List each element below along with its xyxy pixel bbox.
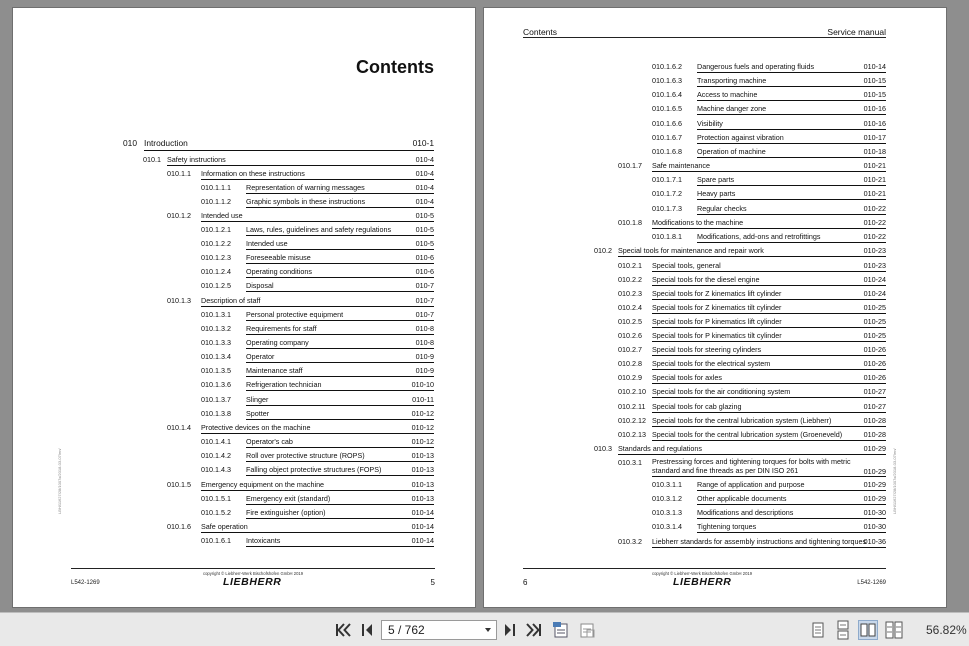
toc-entry[interactable] — [201, 363, 434, 377]
toc-entry-number: 010.1.5 — [167, 480, 191, 489]
toc-entry[interactable] — [618, 413, 886, 427]
toc-entry[interactable] — [201, 335, 434, 349]
toc-entry-title: Special tools for the central lubrication system (Liebherr) — [652, 416, 832, 425]
toc-entry-number: 010.1.6.6 — [652, 119, 682, 128]
two-page-continuous-view-icon[interactable] — [884, 620, 904, 640]
toc-entry-page: 010-6 — [415, 253, 434, 262]
toc-entry-number: 010.1.6.7 — [652, 133, 682, 142]
toc-entry-page: 010-13 — [411, 480, 434, 489]
next-page-icon[interactable] — [500, 620, 520, 640]
toc-entry[interactable] — [618, 342, 886, 356]
toc-entry-page: 010-14 — [411, 536, 434, 545]
toc-entry-title: Fire extinguisher (option) — [246, 508, 326, 517]
toc-entry-title: Safe maintenance — [652, 161, 710, 170]
toc-entry[interactable] — [618, 427, 886, 441]
toc-entry-number: 010.1.7 — [618, 161, 642, 170]
toc-entry-title: Introduction — [144, 138, 188, 148]
toc-entry-title: Refrigeration technician — [246, 380, 322, 389]
toc-entry-page: 010-10 — [411, 380, 434, 389]
toc-entry-page: 010-22 — [863, 232, 886, 241]
toc-entry-number: 010.1.3.1 — [201, 310, 231, 319]
footer-copyright: copyright © Liebherr-Werk Bischofshofen GmbH 2019 — [203, 571, 304, 576]
chevron-down-icon[interactable] — [485, 628, 491, 632]
toc-entry-title: Graphic symbols in these instructions — [246, 197, 366, 206]
toc-entry-page: 010-8 — [415, 338, 434, 347]
toc-entry-title: Roll over protective structure (ROPS) — [246, 451, 365, 460]
toc-entry-page: 010-22 — [863, 204, 886, 213]
footer-rule — [71, 568, 435, 569]
toc-entry-title: Special tools for the air conditioning system — [652, 387, 791, 396]
toc-entry-number: 010.2.10 — [618, 387, 646, 396]
liebherr-logo: LIEBHERR — [673, 576, 732, 588]
toc-entry-number: 010.1.6.2 — [652, 62, 682, 71]
toc-entry-number: 010.2.5 — [618, 317, 642, 326]
toc-entry-title: Access to machine — [697, 90, 758, 99]
toc-entry-number: 010.1.7.3 — [652, 204, 682, 213]
toc-entry[interactable] — [618, 286, 886, 300]
toc-entry-title: Operator's cab — [246, 437, 293, 446]
toc-entry-rule — [246, 291, 434, 292]
toc-entry-title: Requirements for staff — [246, 324, 317, 333]
toc-entry-number: 010.1.3.4 — [201, 352, 231, 361]
toc-entry[interactable] — [201, 194, 434, 208]
toc-entry[interactable] — [618, 455, 886, 477]
toc-entry[interactable] — [618, 314, 886, 328]
toc-entry-title: Range of application and purpose — [697, 480, 805, 489]
toc-entry[interactable] — [652, 519, 886, 533]
toc-entry-page: 010-23 — [863, 246, 886, 255]
toc-entry-page: 010-13 — [411, 494, 434, 503]
toc-entry-page: 010-9 — [415, 366, 434, 375]
toc-entry-page: 010-28 — [863, 430, 886, 439]
toc-entry-number: 010.3.1.3 — [652, 508, 682, 517]
toc-entry[interactable] — [618, 258, 886, 272]
fit-width-icon[interactable] — [577, 620, 597, 640]
toc-entry[interactable] — [652, 130, 886, 144]
toc-entry-page: 010-14 — [411, 522, 434, 531]
toc-entry[interactable] — [652, 59, 886, 73]
toc-entry-number: 010.1 — [143, 155, 161, 164]
toc-entry-title: Laws, rules, guidelines and safety regulations — [246, 225, 392, 234]
page-indicator-text: 5 / 762 — [388, 623, 425, 637]
toc-entry[interactable] — [201, 264, 434, 278]
toc-entry[interactable] — [618, 158, 886, 172]
toc-entry-title: Operation of machine — [697, 147, 766, 156]
toc-entry[interactable] — [618, 534, 886, 548]
toc-entry-number: 010.1.2.1 — [201, 225, 231, 234]
toc-entry-number: 010.1.6 — [167, 522, 191, 531]
toc-entry-title: Special tools for cab glazing — [652, 402, 742, 411]
toc-entry-number: 010.1.1.1 — [201, 183, 231, 192]
toc-entry[interactable] — [143, 152, 434, 166]
toc-entry-number: 010.1.5.1 — [201, 494, 231, 503]
toc-entry-page: 010-7 — [415, 310, 434, 319]
toc-entry-title: Disposal — [246, 281, 274, 290]
toc-entry[interactable] — [167, 166, 434, 180]
toc-entry[interactable] — [652, 101, 886, 115]
toc-entry-page: 010-30 — [863, 522, 886, 531]
toc-entry-rule — [697, 532, 886, 533]
toc-entry-title: Special tools for P kinematics tilt cylinder — [652, 331, 782, 340]
toc-entry-number: 010.1.6.4 — [652, 90, 682, 99]
toc-entry-number: 010.1.3.2 — [201, 324, 231, 333]
toc-entry-title: Prestressing forces and tightening torques for bolts with metric standard and fine threads as per DIN ISO 261 — [652, 457, 851, 475]
toc-entry[interactable] — [652, 201, 886, 215]
toc-entry-title: Special tools for steering cylinders — [652, 345, 762, 354]
toc-entry-title: Special tools for the central lubrication system (Groeneveld) — [652, 430, 843, 439]
document-page-left — [12, 7, 476, 608]
toc-entry-title: Safety instructions — [167, 155, 226, 164]
toc-entry-page: 010-15 — [863, 90, 886, 99]
toc-entry[interactable] — [201, 434, 434, 448]
toc-entry-title: Modifications to the machine — [652, 218, 744, 227]
toc-entry-page: 010-4 — [415, 169, 434, 178]
toc-entry-title: Standards and regulations — [618, 444, 702, 453]
toc-entry[interactable] — [618, 356, 886, 370]
toc-entry-title: Protection against vibration — [697, 133, 784, 142]
toc-entry[interactable] — [201, 180, 434, 194]
toc-entry-rule — [618, 256, 886, 257]
toc-entry-title: Regular checks — [697, 204, 747, 213]
toc-entry-number: 010.1.4 — [167, 423, 191, 432]
toc-entry-number: 010.1.2.2 — [201, 239, 231, 248]
toc-entry[interactable] — [201, 392, 434, 406]
toc-entry-number: 010.1.3.5 — [201, 366, 231, 375]
last-page-icon[interactable] — [524, 620, 544, 640]
toc-entry-title: Personal protective equipment — [246, 310, 344, 319]
toc-entry-page: 010-21 — [863, 189, 886, 198]
toc-entry-number: 010.1.3.8 — [201, 409, 231, 418]
toc-entry-page: 010-22 — [863, 218, 886, 227]
toc-entry-page: 010-23 — [863, 261, 886, 270]
toc-entry-title: Operating company — [246, 338, 309, 347]
toc-entry-page: 010-11 — [412, 395, 434, 404]
toc-entry-page: 010-27 — [863, 387, 886, 396]
toc-entry-title: Machine danger zone — [697, 104, 767, 113]
toc-entry-title: Visibility — [697, 119, 723, 128]
toc-entry-number: 010.2.13 — [618, 430, 646, 439]
toc-entry-page: 010-29 — [863, 444, 886, 453]
toc-entry-title: Dangerous fuels and operating fluids — [697, 62, 815, 71]
toc-entry[interactable] — [652, 505, 886, 519]
toc-entry[interactable] — [201, 222, 434, 236]
toc-entry-page: 010-24 — [863, 289, 886, 298]
toc-entry[interactable] — [594, 441, 886, 455]
toc-entry-title: Special tools for Z kinematics lift cylinder — [652, 289, 782, 298]
toc-entry-page: 010-36 — [863, 537, 886, 546]
toc-entry-rule — [144, 150, 434, 151]
toc-entry[interactable] — [201, 321, 434, 335]
toc-entry[interactable] — [652, 87, 886, 101]
toc-entry[interactable] — [652, 477, 886, 491]
toc-entry[interactable] — [201, 349, 434, 363]
toc-entry-title: Foreseeable misuse — [246, 253, 311, 262]
toc-entry-title: Special tools for the electrical system — [652, 359, 771, 368]
toc-entry-title: Description of staff — [201, 296, 261, 305]
toc-entry[interactable] — [652, 144, 886, 158]
toc-entry-title: Special tools for the diesel engine — [652, 275, 760, 284]
toc-entry-page: 010-9 — [415, 352, 434, 361]
toc-entry-number: 010.1.2.3 — [201, 253, 231, 262]
toc-entry-page: 010-21 — [863, 161, 886, 170]
toc-entry-page: 010-21 — [863, 175, 886, 184]
toc-entry-title: Modifications and descriptions — [697, 508, 794, 517]
toc-entry-number: 010.1.4.3 — [201, 465, 231, 474]
toc-entry-number: 010.2.3 — [618, 289, 642, 298]
toc-entry-page: 010-28 — [863, 416, 886, 425]
toc-entry[interactable] — [652, 116, 886, 130]
toc-entry-number: 010.3.1.2 — [652, 494, 682, 503]
toc-entry-title: Operator — [246, 352, 275, 361]
toc-entry-page: 010-13 — [411, 465, 434, 474]
toc-entry-title: Representation of warning messages — [246, 183, 365, 192]
toc-entry-title: Modifications, add-ons and retrofittings — [697, 232, 821, 241]
toc-entry-page: 010-4 — [415, 197, 434, 206]
toc-entry-title: Special tools for maintenance and repair work — [618, 246, 764, 255]
fit-page-icon[interactable] — [551, 620, 571, 640]
toc-entry-title: Special tools for P kinematics lift cylinder — [652, 317, 782, 326]
toc-entry-page: 010-6 — [415, 267, 434, 276]
toc-entry-number: 010.1.4.2 — [201, 451, 231, 460]
toc-entry-page: 010-29 — [863, 480, 886, 489]
toc-entry-page: 010-26 — [863, 359, 886, 368]
toc-entry-number: 010.1.2.5 — [201, 281, 231, 290]
toc-entry-page: 010-8 — [415, 324, 434, 333]
single-page-view-icon[interactable] — [808, 620, 828, 640]
toc-entry-number: 010.3.2 — [618, 537, 642, 546]
toc-entry-number: 010.1.6.3 — [652, 76, 682, 85]
footer-doc-code: L542-1269 — [71, 580, 100, 586]
toc-entry-rule — [246, 390, 434, 391]
toc-entry-number: 010.1.7.2 — [652, 189, 682, 198]
toc-entry-title: Falling object protective structures (FOPS) — [246, 465, 382, 474]
footer-page-number: 5 — [430, 578, 435, 587]
footer-rule — [523, 568, 886, 569]
toc-entry[interactable] — [618, 384, 886, 398]
toc-entry-number: 010.1.8 — [618, 218, 642, 227]
toc-entry-number: 010.1.7.1 — [652, 175, 682, 184]
toc-entry[interactable] — [201, 250, 434, 264]
toc-entry-number: 010.2.2 — [618, 275, 642, 284]
toc-entry-page: 010-16 — [863, 104, 886, 113]
toc-entry[interactable] — [652, 229, 886, 243]
toc-entry-page: 010-5 — [415, 225, 434, 234]
toc-entry-title: Spotter — [246, 409, 270, 418]
toc-entry-number: 010.1.5.2 — [201, 508, 231, 517]
toc-entry-page: 010-26 — [863, 373, 886, 382]
header-title-left: Contents — [523, 27, 558, 37]
footer-doc-code: L542-1269 — [857, 580, 886, 586]
toc-entry-title: Maintenance staff — [246, 366, 303, 375]
toc-entry-page: 010-29 — [863, 467, 886, 476]
toc-entry-page: 010-5 — [415, 211, 434, 220]
toc-entry-page: 010-14 — [863, 62, 886, 71]
toc-entry-page: 010-25 — [863, 317, 886, 326]
toc-entry-page: 010-12 — [411, 423, 434, 432]
toc-entry-number: 010.1.3.3 — [201, 338, 231, 347]
toc-entry-page: 010-25 — [863, 303, 886, 312]
toc-entry-rule — [246, 546, 434, 547]
page-heading: Contents — [356, 57, 434, 77]
toc-entry-page: 010-13 — [411, 451, 434, 460]
toc-entry-number: 010.1.8.1 — [652, 232, 682, 241]
toc-entry[interactable] — [652, 186, 886, 200]
toc-entry[interactable] — [618, 399, 886, 413]
toc-entry-page: 010-30 — [863, 508, 886, 517]
toc-entry-number: 010.3.1.4 — [652, 522, 682, 531]
toc-entry[interactable] — [618, 215, 886, 229]
toc-entry-page: 010-7 — [415, 281, 434, 290]
toc-entry-title: Special tools, general — [652, 261, 721, 270]
toc-entry-page: 010-26 — [863, 345, 886, 354]
toc-entry-title: Transporting machine — [697, 76, 767, 85]
toc-entry-title: Operating conditions — [246, 267, 312, 276]
side-doc-code: LBH/11627/28/1007x/2018-03-07/en/ — [892, 448, 897, 514]
header-title-right: Service manual — [827, 27, 886, 37]
toc-entry-number: 010.1.1.2 — [201, 197, 231, 206]
toc-entry-number: 010.2.4 — [618, 303, 642, 312]
toc-entry[interactable] — [594, 243, 886, 257]
toc-entry-title: Other applicable documents — [697, 494, 787, 503]
toc-entry-number: 010.1.6.8 — [652, 147, 682, 156]
toc-entry-page: 010-27 — [863, 402, 886, 411]
toc-entry-number: 010.1.4.1 — [201, 437, 231, 446]
document-page-right — [483, 7, 947, 608]
toc-entry-rule — [697, 199, 886, 200]
toc-entry-title: Protective devices on the machine — [201, 423, 311, 432]
toc-entry[interactable] — [618, 370, 886, 384]
toc-entry[interactable] — [201, 491, 434, 505]
toc-entry-number: 010.1.3.6 — [201, 380, 231, 389]
toc-entry-number: 010.2 — [594, 246, 612, 255]
toc-entry-page: 010-16 — [863, 119, 886, 128]
toc-entry-title: Intoxicants — [246, 536, 281, 545]
footer-page-number: 6 — [523, 578, 528, 587]
toc-entry-number: 010.2.12 — [618, 416, 646, 425]
continuous-view-icon[interactable] — [833, 620, 853, 640]
toc-entry-page: 010-18 — [863, 147, 886, 156]
toc-entry-page: 010-24 — [863, 275, 886, 284]
page-number-input[interactable] — [381, 620, 497, 640]
toc-chapter[interactable] — [123, 137, 434, 151]
toc-entry[interactable] — [201, 533, 434, 547]
toc-entry-title: Information on these instructions — [201, 169, 305, 178]
toc-entry-page: 010-7 — [415, 296, 434, 305]
toc-entry[interactable] — [167, 477, 434, 491]
toc-entry-number: 010.1.6.5 — [652, 104, 682, 113]
header-rule — [523, 37, 886, 38]
toc-entry[interactable] — [167, 293, 434, 307]
toc-entry-page: 010-1 — [412, 138, 434, 148]
toc-entry[interactable] — [201, 307, 434, 321]
toc-entry-number: 010.2.1 — [618, 261, 642, 270]
toc-entry-title: Emergency equipment on the machine — [201, 480, 325, 489]
toc-entry-number: 010.2.7 — [618, 345, 642, 354]
toc-entry-page: 010-29 — [863, 494, 886, 503]
toc-entry-rule — [652, 547, 886, 548]
toc-entry-number: 010.1.3.7 — [201, 395, 231, 404]
toc-entry-page: 010-14 — [411, 508, 434, 517]
toc-entry-number: 010.1.1 — [167, 169, 191, 178]
toc-entry-number: 010.3.1.1 — [652, 480, 682, 489]
footer-copyright: copyright © Liebherr-Werk Bischofshofen GmbH 2019 — [652, 571, 753, 576]
toc-entry[interactable] — [201, 377, 434, 391]
first-page-icon[interactable] — [333, 620, 353, 640]
toc-entry[interactable] — [201, 236, 434, 250]
toc-entry[interactable] — [618, 300, 886, 314]
toc-entry-page: 010-15 — [863, 76, 886, 85]
toc-entry-title: Safe operation — [201, 522, 248, 531]
toc-entry-number: 010.3.1 — [618, 458, 642, 467]
toc-entry-title: Special tools for Z kinematics tilt cylinder — [652, 303, 782, 312]
toc-entry-page: 010-17 — [863, 133, 886, 142]
toc-entry[interactable] — [167, 208, 434, 222]
previous-page-icon[interactable] — [357, 620, 377, 640]
toc-entry-number: 010.2.8 — [618, 359, 642, 368]
toc-entry-number: 010 — [123, 138, 137, 148]
zoom-level[interactable]: 56.82% — [926, 623, 967, 637]
toc-entry-page: 010-12 — [411, 409, 434, 418]
viewer-toolbar — [0, 612, 969, 646]
toc-entry-title: Heavy parts — [697, 189, 736, 198]
toc-entry[interactable] — [201, 278, 434, 292]
toc-entry-title: Spare parts — [697, 175, 735, 184]
toc-entry-rule — [697, 114, 886, 115]
toc-entry[interactable] — [652, 491, 886, 505]
toc-entry[interactable] — [201, 505, 434, 519]
side-doc-code: LBH/11627/28/1007x/2018-03-07/en/ — [57, 448, 62, 514]
toc-entry-title: Emergency exit (standard) — [246, 494, 331, 503]
toc-entry[interactable] — [618, 328, 886, 342]
toc-entry[interactable] — [201, 406, 434, 420]
toc-entry-title: Tightening torques — [697, 522, 757, 531]
toc-entry[interactable] — [652, 73, 886, 87]
toc-entry-number: 010.1.2.4 — [201, 267, 231, 276]
toc-entry-title: Special tools for axles — [652, 373, 722, 382]
toc-entry[interactable] — [167, 519, 434, 533]
two-page-view-icon[interactable] — [858, 620, 878, 640]
toc-entry-number: 010.3 — [594, 444, 612, 453]
toc-entry-rule — [246, 475, 434, 476]
toc-entry-title: Intended use — [201, 211, 243, 220]
toc-entry-page: 010-12 — [411, 437, 434, 446]
toc-entry-number: 010.1.6.1 — [201, 536, 231, 545]
toc-entry-number: 010.2.6 — [618, 331, 642, 340]
toc-entry-number: 010.2.11 — [618, 402, 646, 411]
toc-entry-page: 010-5 — [415, 239, 434, 248]
toc-entry[interactable] — [652, 172, 886, 186]
toc-entry-title: Liebherr standards for assembly instructions and tightening torques — [652, 537, 867, 546]
toc-entry[interactable] — [201, 448, 434, 462]
toc-entry[interactable] — [618, 272, 886, 286]
toc-entry-rule — [652, 397, 886, 398]
toc-entry[interactable] — [201, 462, 434, 476]
liebherr-logo: LIEBHERR — [223, 576, 282, 588]
toc-entry-page: 010-4 — [415, 183, 434, 192]
toc-entry-number: 010.2.9 — [618, 373, 642, 382]
toc-entry-title: Intended use — [246, 239, 288, 248]
toc-entry-title: Slinger — [246, 395, 269, 404]
toc-entry-page: 010-25 — [863, 331, 886, 340]
toc-entry-number: 010.1.3 — [167, 296, 191, 305]
toc-entry-page: 010-4 — [415, 155, 434, 164]
toc-entry-number: 010.1.2 — [167, 211, 191, 220]
toc-entry[interactable] — [167, 420, 434, 434]
